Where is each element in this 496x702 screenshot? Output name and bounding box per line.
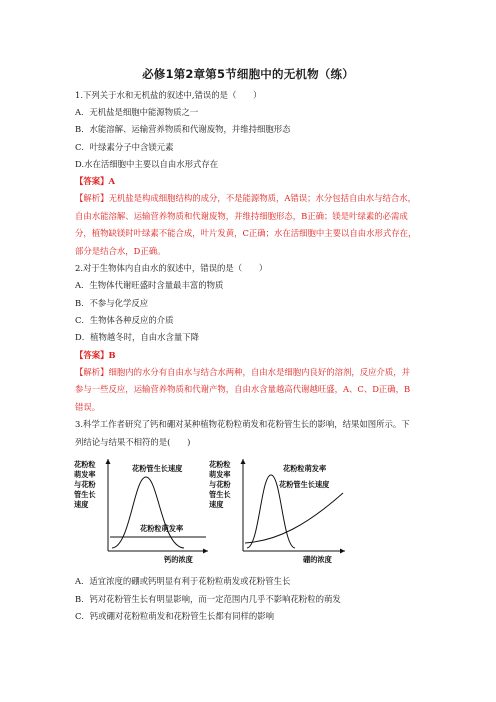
q2-answer: 【答案】B xyxy=(75,350,116,360)
y-axis-label: 花粉粒 xyxy=(74,460,96,469)
y-axis-label: 萌发率 xyxy=(74,470,96,479)
page-title: 必修1第2章第5节细胞中的无机物（练） xyxy=(142,67,354,81)
series-label: 花粉管生长速度 xyxy=(132,464,183,473)
q2-option-a: A．生物体代谢旺盛时含量最丰富的物质 xyxy=(75,280,224,290)
q2-analysis-line: 错误。 xyxy=(75,402,101,412)
y-axis-label: 速度 xyxy=(209,500,224,509)
q3-option-c: C．钙或硼对花粉粒萌发和花粉管生长都有同样的影响 xyxy=(75,611,275,621)
q2-stem: 2.对于生物体内自由水的叙述中，错误的是（ ） xyxy=(75,263,268,273)
q1-option-a: A．无机盐是细胞中能源物质之一 xyxy=(75,107,199,117)
series-label: 花粉管生长速度 xyxy=(279,480,330,489)
q3-stem-line: 3.科学工作者研究了钙和硼对某种植物花粉粒萌发和花粉管生长的影响，结果如图所示。下 xyxy=(75,419,410,429)
q3-option-a: A．适宜浓度的硼或钙明显有利于花粉粒萌发或花粉管生长 xyxy=(75,576,291,586)
series-label: 花粉粒萌发率 xyxy=(283,464,327,473)
series-label: 花粉粒萌发率 xyxy=(140,524,184,533)
boron-chart xyxy=(207,455,349,567)
y-axis-label: 花粉粒 xyxy=(209,460,231,469)
q3-stem-line: 列结论与结果不相符的是( ) xyxy=(75,437,191,447)
q1-analysis-line: 部分是结合水，D正确。 xyxy=(75,246,166,256)
y-axis-label: 萌发率 xyxy=(209,470,231,479)
q1-analysis-line: 自由水能溶解、运输营养物质和代谢废物，并维持细胞形态，B正确；镁是叶绿素的必需成 xyxy=(75,211,408,221)
q2-option-d: D．植物越冬时，自由水含量下降 xyxy=(75,332,199,342)
q1-option-d: D.水在活细胞中主要以自由水形式存在 xyxy=(75,159,219,169)
x-axis-arrow xyxy=(340,549,345,554)
q1-option-c: C．叶绿素分子中含镁元素 xyxy=(75,142,174,152)
q1-answer: 【答案】A xyxy=(75,176,115,186)
x-axis-label: 钙的浓度 xyxy=(164,555,193,564)
q3-option-b: B．钙对花粉管生长有明显影响，而一定范围内几乎不影响花粉粒的萌发 xyxy=(75,594,341,604)
calcium-chart xyxy=(72,455,212,567)
y-axis-arrow xyxy=(241,459,246,464)
q1-analysis-line: 【解析】无机盐是构成细胞结构的成分，不是能源物质，A错误；水分包括自由水与结合水， xyxy=(75,193,417,203)
q2-option-c: C．生物体各种反应的介质 xyxy=(75,315,174,325)
q1-analysis-line: 分，植物缺镁时叶绿素不能合成，叶片发黄，C正确；水在活细胞中主要以自由水形式存在， xyxy=(75,228,417,238)
x-axis-label: 硼的浓度 xyxy=(303,555,332,564)
y-axis-arrow xyxy=(106,459,111,464)
q1-option-b: B．水能溶解、运输营养物质和代谢废物，并维持细胞形态 xyxy=(75,124,291,134)
series-line-pollen-tube-growth xyxy=(245,493,343,543)
q1-stem: 1.下列关于水和无机盐的叙述中,错误的是（ ） xyxy=(75,90,262,100)
y-axis-label: 管生长 xyxy=(74,490,96,499)
y-axis-label: 速度 xyxy=(74,500,89,509)
y-axis-label: 与花粉 xyxy=(209,480,231,489)
q2-analysis-line: 【解析】细胞内的水分有自由水与结合水两种，自由水是细胞内良好的溶剂，反应介质，并 xyxy=(75,367,410,377)
q2-option-b: B．不参与化学反应 xyxy=(75,298,149,308)
y-axis-label: 管生长 xyxy=(209,490,231,499)
y-axis-label: 与花粉 xyxy=(74,480,96,489)
q2-analysis-line: 参与一些反应，运输营养物质和代谢产物，自由水含量越高代谢越旺盛，A、C、D正确，B xyxy=(75,384,411,394)
